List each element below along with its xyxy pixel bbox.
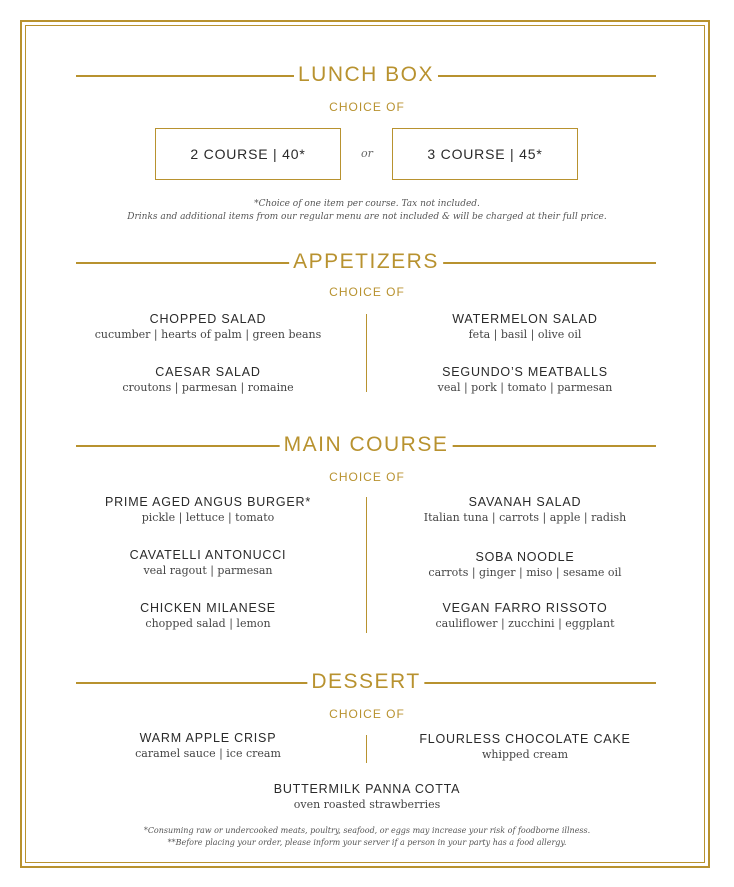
item-name: SAVANAH SALAD [468,495,582,509]
item-name: WATERMELON SALAD [452,312,598,326]
item-name: CAVATELLI ANTONUCCI [129,548,287,562]
main-course-header [76,430,656,460]
two-course-option[interactable]: 2 COURSE | 40* [155,128,341,180]
main-course-choice: CHOICE OF [329,470,405,484]
menu-item-savanah-salad [375,494,675,525]
menu-item-angus-burger [58,494,358,525]
item-name: SEGUNDO’S MEATBALLS [442,365,608,379]
menu-item-watermelon-salad [375,311,675,342]
item-name: WARM APPLE CRISP [139,731,277,745]
menu-item-vegan-farro [375,600,675,631]
item-desc: Italian tuna | carrots | apple | radish [423,511,627,524]
pricing-note: *Choice of one item per course. Tax not included. [254,199,480,209]
item-name: CHICKEN MILANESE [140,601,276,615]
menu-item-segundos-meatballs [375,364,675,395]
dessert-title: DESSERT [307,667,424,697]
foodborne-disclaimer: *Consuming raw or undercooked meats, poultry, seafood, or eggs may increase your risk of foodborne illness. [143,826,591,835]
menu-item-chicken-milanese [58,600,358,631]
menu-item-caesar-salad [58,364,358,395]
lunch-box-header [76,60,656,90]
item-name: CAESAR SALAD [155,365,261,379]
item-desc: caramel sauce | ice cream [135,747,281,760]
item-name: PRIME AGED ANGUS BURGER* [104,495,312,509]
item-name: CHOPPED SALAD [149,312,267,326]
item-name: SOBA NOODLE [475,550,575,564]
dessert-header [76,667,656,697]
lunch-box-choice: CHOICE OF [329,100,405,114]
item-desc: veal | pork | tomato | parmesan [437,381,613,394]
three-course-option[interactable]: 3 COURSE | 45* [392,128,578,180]
menu-item-chopped-salad [58,311,358,342]
lunch-box-title: LUNCH BOX [294,60,438,90]
column-divider [366,314,367,392]
dessert-choice: CHOICE OF [329,707,405,721]
menu-item-apple-crisp [58,730,358,761]
item-desc: pickle | lettuce | tomato [141,511,275,524]
menu-item-cavatelli [58,547,358,578]
item-desc: cauliflower | zucchini | eggplant [435,617,615,630]
appetizers-choice: CHOICE OF [329,285,405,299]
item-name: VEGAN FARRO RISSOTO [442,601,608,615]
column-divider [366,735,367,763]
appetizers-title: APPETIZERS [289,247,443,277]
item-desc: feta | basil | olive oil [468,328,582,341]
item-desc: chopped salad | lemon [145,617,271,630]
item-desc: croutons | parmesan | romaine [122,381,294,394]
main-course-title: MAIN COURSE [280,430,453,460]
menu-item-panna-cotta [217,781,517,812]
appetizers-header [76,247,656,277]
menu-item-soba-noodle [375,549,675,580]
item-desc: whipped cream [481,748,569,761]
or-label: or [361,147,373,160]
item-name: FLOURLESS CHOCOLATE CAKE [419,732,631,746]
item-desc: carrots | ginger | miso | sesame oil [428,566,622,579]
drinks-note: Drinks and additional items from our regular menu are not included & will be charged at their full price. [127,212,607,222]
item-desc: veal ragout | parmesan [143,564,273,577]
allergy-disclaimer: **Before placing your order, please inform your server if a person in your party has a food allergy. [167,838,567,847]
column-divider [366,497,367,633]
item-name: BUTTERMILK PANNA COTTA [273,782,461,796]
menu-item-chocolate-cake [375,731,675,762]
item-desc: cucumber | hearts of palm | green beans [94,328,322,341]
item-desc: oven roasted strawberries [293,798,441,811]
